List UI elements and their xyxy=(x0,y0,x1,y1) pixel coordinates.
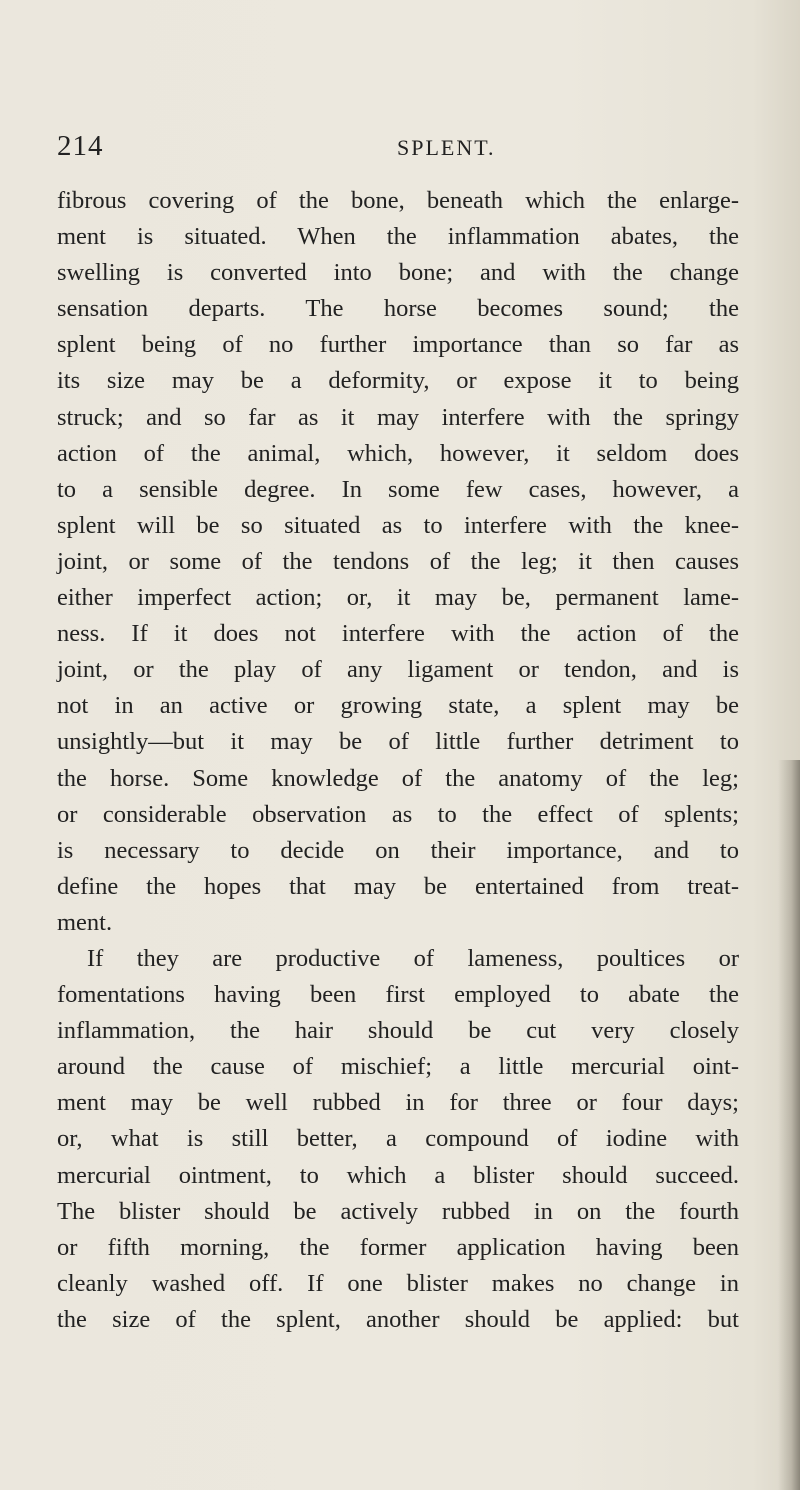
text-line: around the cause of mischief; a little mercurial oint- xyxy=(57,1053,739,1081)
text-line: splent being of no further importance than so far as xyxy=(57,331,739,359)
text-line: swelling is converted into bone; and with the change xyxy=(57,259,739,287)
text-line: ness. If it does not interfere with the action of the xyxy=(57,620,739,648)
text-line: joint, or some of the tendons of the leg; it then causes xyxy=(57,547,739,575)
text-line: or, what is still better, a compound of iodine with xyxy=(57,1125,739,1153)
text-line: or fifth morning, the former application having been xyxy=(57,1233,739,1261)
text-line: sensation departs. The horse becomes sound; the xyxy=(57,295,739,323)
text-line: either imperfect action; or, it may be, permanent lame- xyxy=(57,584,739,612)
body-text xyxy=(57,183,739,1338)
text-line: its size may be a deformity, or expose it to being xyxy=(57,367,739,395)
text-line: ment. xyxy=(57,908,113,936)
text-line: or considerable observation as to the effect of splents; xyxy=(57,800,739,828)
text-line: action of the animal, which, however, it seldom does xyxy=(57,439,739,467)
text-line: to a sensible degree. In some few cases, however, a xyxy=(57,475,739,503)
text-line: unsightly—but it may be of little further detriment to xyxy=(57,728,739,756)
page-number: 214 xyxy=(57,130,104,162)
running-title: SPLENT. xyxy=(397,135,496,160)
text-line: the horse. Some knowledge of the anatomy of the leg; xyxy=(57,764,739,792)
text-line: splent will be so situated as to interfere with the knee- xyxy=(57,511,739,539)
text-line: define the hopes that may be entertained from treat- xyxy=(57,872,739,900)
text-line: cleanly washed off. If one blister makes no change in xyxy=(57,1269,739,1297)
text-line: ment is situated. When the inflammation abates, the xyxy=(57,223,739,251)
page-edge-shadow xyxy=(778,760,800,1490)
running-head xyxy=(57,130,747,170)
text-line: not in an active or growing state, a splent may be xyxy=(57,692,739,720)
text-line: If they are productive of lameness, poultices or xyxy=(87,944,739,972)
text-line: fibrous covering of the bone, beneath which the enlarge- xyxy=(57,187,739,214)
text-line: The blister should be actively rubbed in on the fourth xyxy=(57,1197,739,1225)
text-line: mercurial ointment, to which a blister should succeed. xyxy=(57,1161,739,1189)
text-line: inflammation, the hair should be cut very closely xyxy=(57,1017,739,1045)
text-line: the size of the splent, another should be applied: but xyxy=(57,1305,739,1333)
text-line: is necessary to decide on their importance, and to xyxy=(57,836,739,864)
text-line: joint, or the play of any ligament or tendon, and is xyxy=(57,656,739,684)
text-line: fomentations having been first employed to abate the xyxy=(57,981,739,1009)
text-line: ment may be well rubbed in for three or four days; xyxy=(57,1089,739,1117)
text-line: struck; and so far as it may interfere with the springy xyxy=(57,403,739,431)
